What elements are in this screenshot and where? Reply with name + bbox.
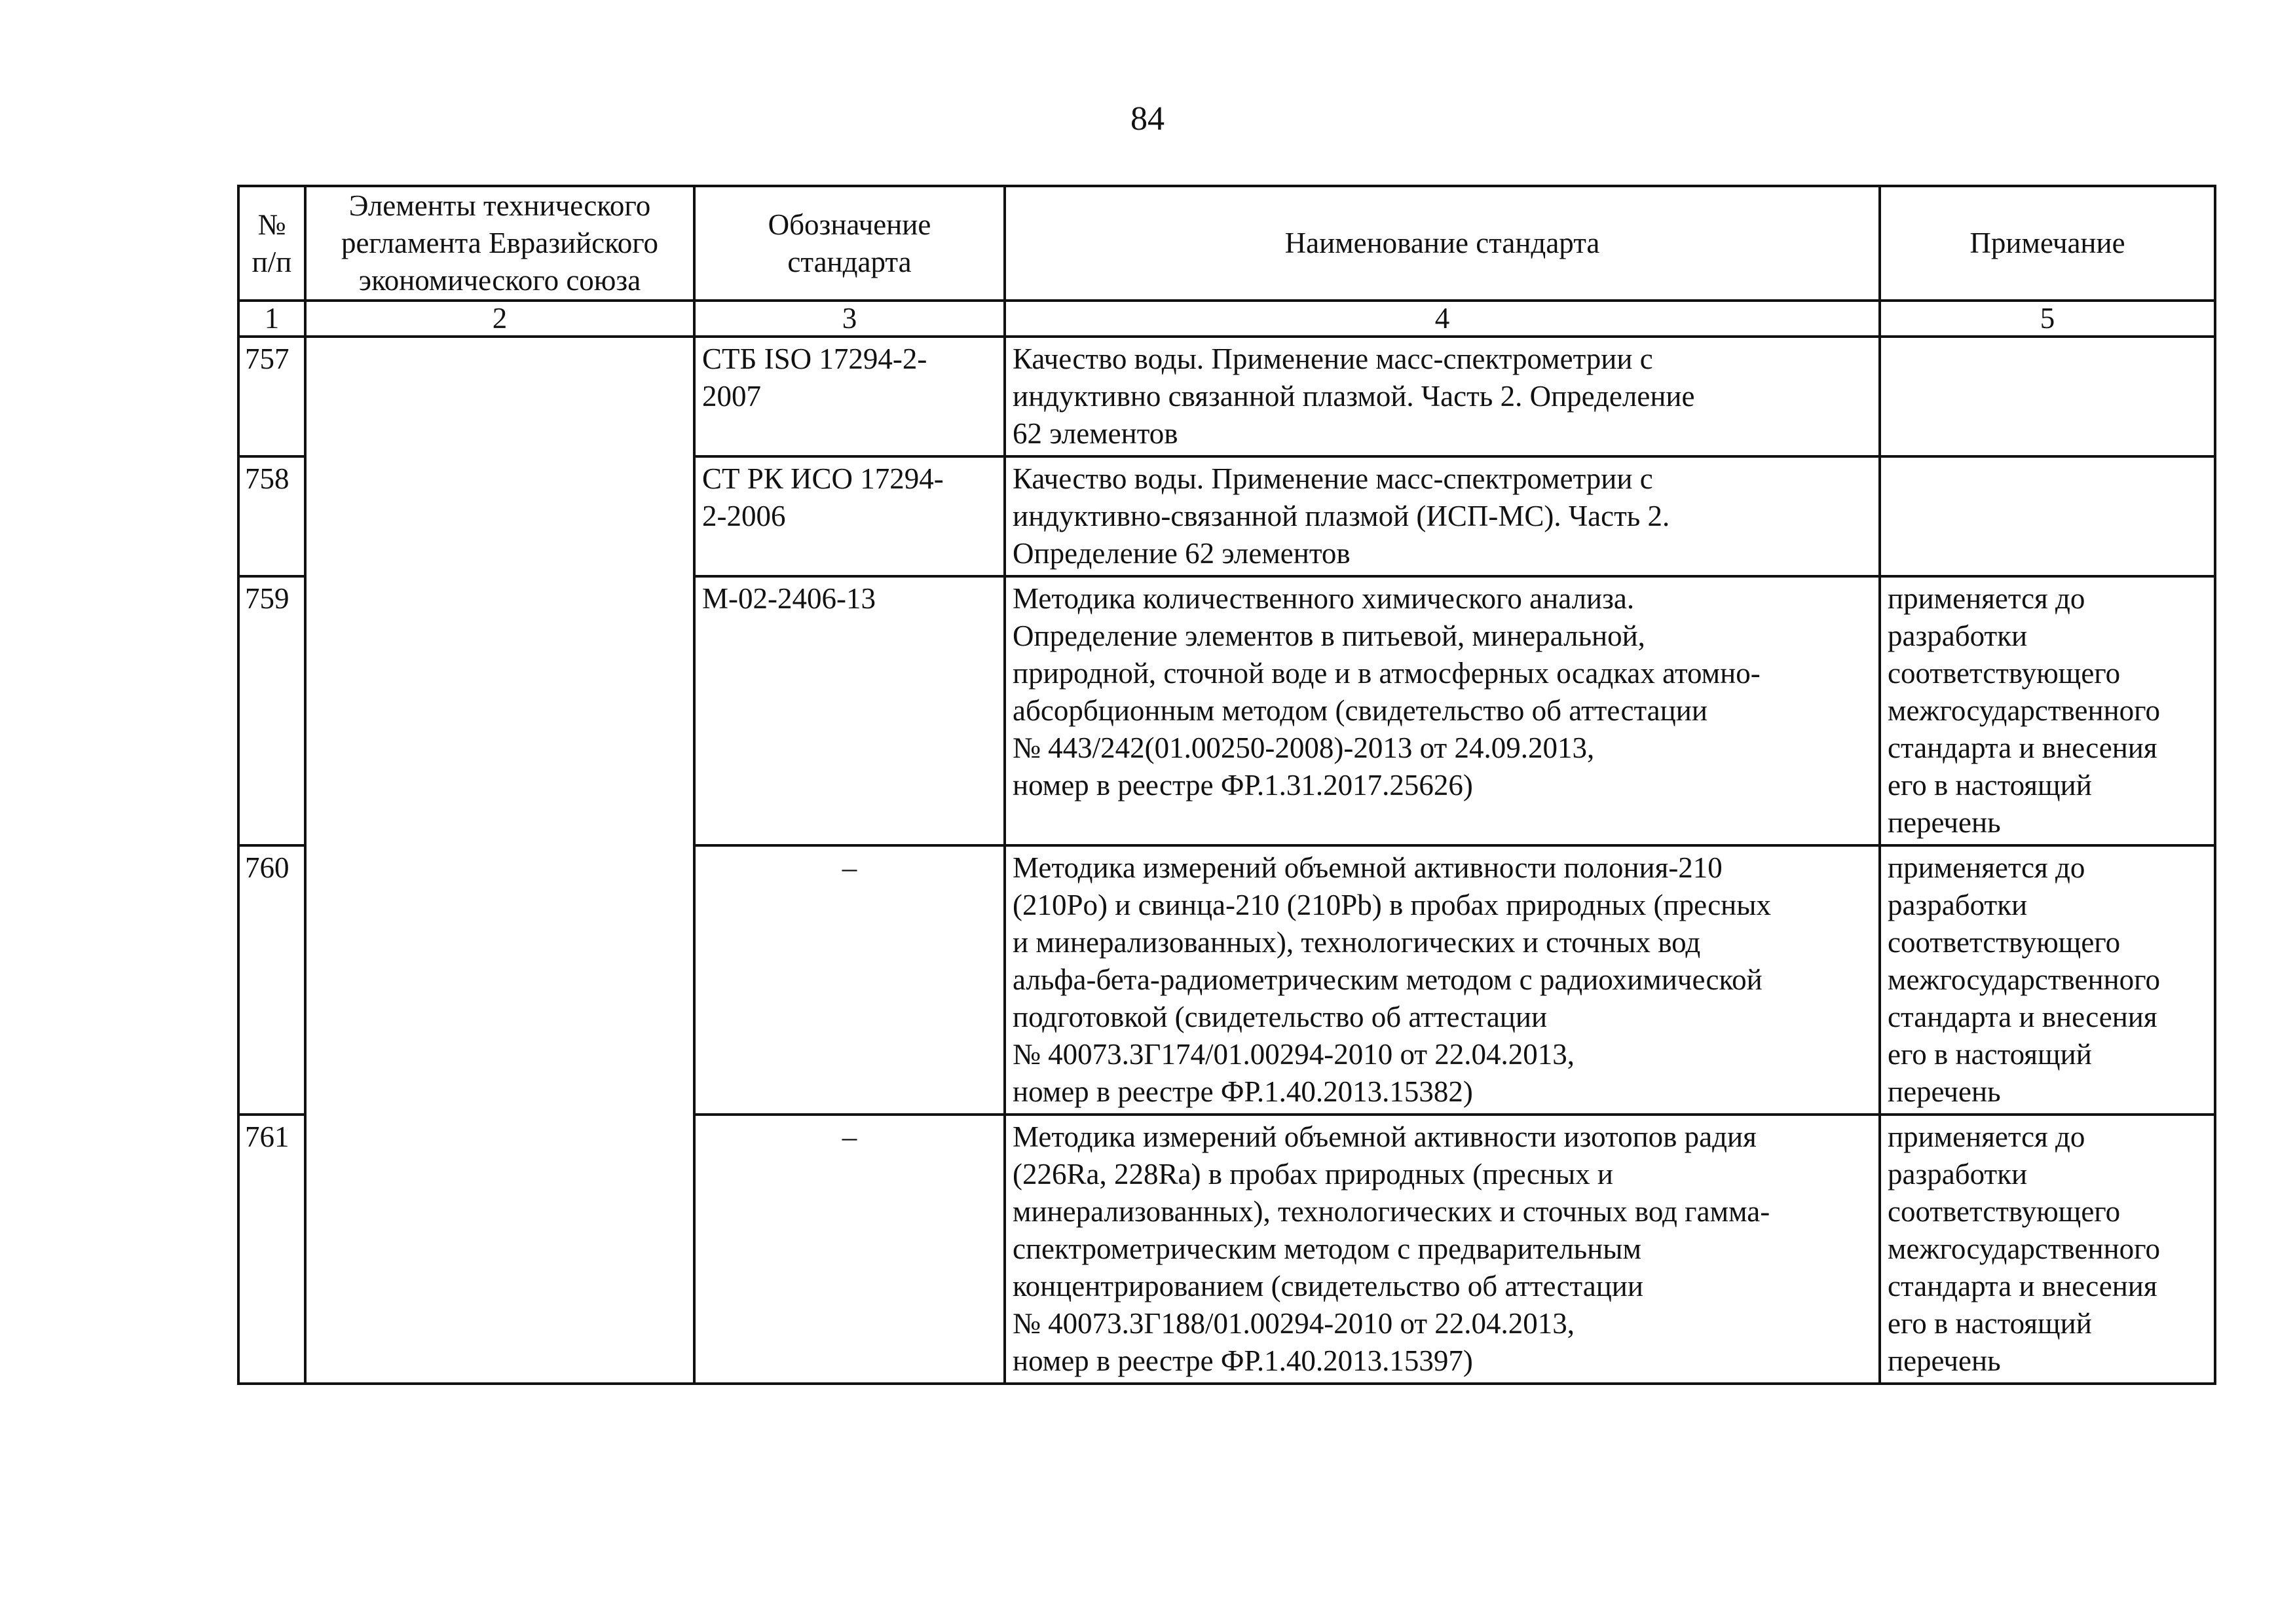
standards-table (237, 185, 2216, 1385)
header-elements: Элементы технического регламента Евразийского экономического союза (305, 186, 694, 301)
standard-designation: М-02-2406-13 (694, 576, 1005, 845)
table-row (238, 337, 2215, 456)
row-number: 757 (238, 337, 305, 456)
column-number: 1 (238, 301, 305, 337)
standard-note: применяется до разработки соответствующего межгосударственного стандарта и внесения его в настоящий перечень (1880, 576, 2215, 845)
column-number-row (238, 301, 2215, 337)
standard-note: применяется до разработки соответствующего межгосударственного стандарта и внесения его в настоящий перечень (1880, 1115, 2215, 1384)
standard-name: Качество воды. Применение масс-спектрометрии с индуктивно-связанной плазмой (ИСП-МС). Часть 2. Определение 62 элементов (1005, 456, 1880, 576)
header-name: Наименование стандарта (1005, 186, 1880, 301)
standard-name: Методика измерений объемной активности изотопов радия (226Ra, 228Ra) в пробах природных (пресных и минерализованных), технологических и сточных вод гамма- спектрометрическим методом с предварительным концентрированием (свидетельство об аттестации № 40073.3Г188/01.00294-2010 от 22.04.2013, номер в реестре ФР.1.40.2013.15397) (1005, 1115, 1880, 1384)
header-note: Примечание (1880, 186, 2215, 301)
column-number: 3 (694, 301, 1005, 337)
standard-note (1880, 337, 2215, 456)
standard-designation: СТ РК ИСО 17294- 2-2006 (694, 456, 1005, 576)
standard-name: Методика количественного химического анализа. Определение элементов в питьевой, минеральной, природной, сточной воде и в атмосферных осадках атомно- абсорбционным методом (свидетельство об аттестации № 443/242(01.00250-2008)-2013 от 24.09.2013, номер в реестре ФР.1.31.2017.25626) (1005, 576, 1880, 845)
standard-name: Качество воды. Применение масс-спектрометрии с индуктивно связанной плазмой. Часть 2. Определение 62 элементов (1005, 337, 1880, 456)
standard-name: Методика измерений объемной активности полония-210 (210Po) и свинца-210 (210Pb) в пробах природных (пресных и минерализованных), технологических и сточных вод альфа-бета-радиометрическим методом с радиохимической подготовкой (свидетельство об аттестации № 40073.3Г174/01.00294-2010 от 22.04.2013, номер в реестре ФР.1.40.2013.15382) (1005, 845, 1880, 1115)
column-number: 5 (1880, 301, 2215, 337)
standard-note (1880, 456, 2215, 576)
column-number: 4 (1005, 301, 1880, 337)
standard-designation: – (694, 845, 1005, 1115)
header-designation: Обозначение стандарта (694, 186, 1005, 301)
page-number: 84 (1130, 100, 1165, 138)
row-number: 760 (238, 845, 305, 1115)
standard-designation: СТБ ISO 17294-2- 2007 (694, 337, 1005, 456)
standard-note: применяется до разработки соответствующего межгосударственного стандарта и внесения его в настоящий перечень (1880, 845, 2215, 1115)
standard-designation: – (694, 1115, 1005, 1384)
row-number: 759 (238, 576, 305, 845)
technical-regulation-element (305, 337, 694, 1384)
row-number: 761 (238, 1115, 305, 1384)
header-number: № п/п (238, 186, 305, 301)
table-header-row (238, 186, 2215, 301)
column-number: 2 (305, 301, 694, 337)
row-number: 758 (238, 456, 305, 576)
